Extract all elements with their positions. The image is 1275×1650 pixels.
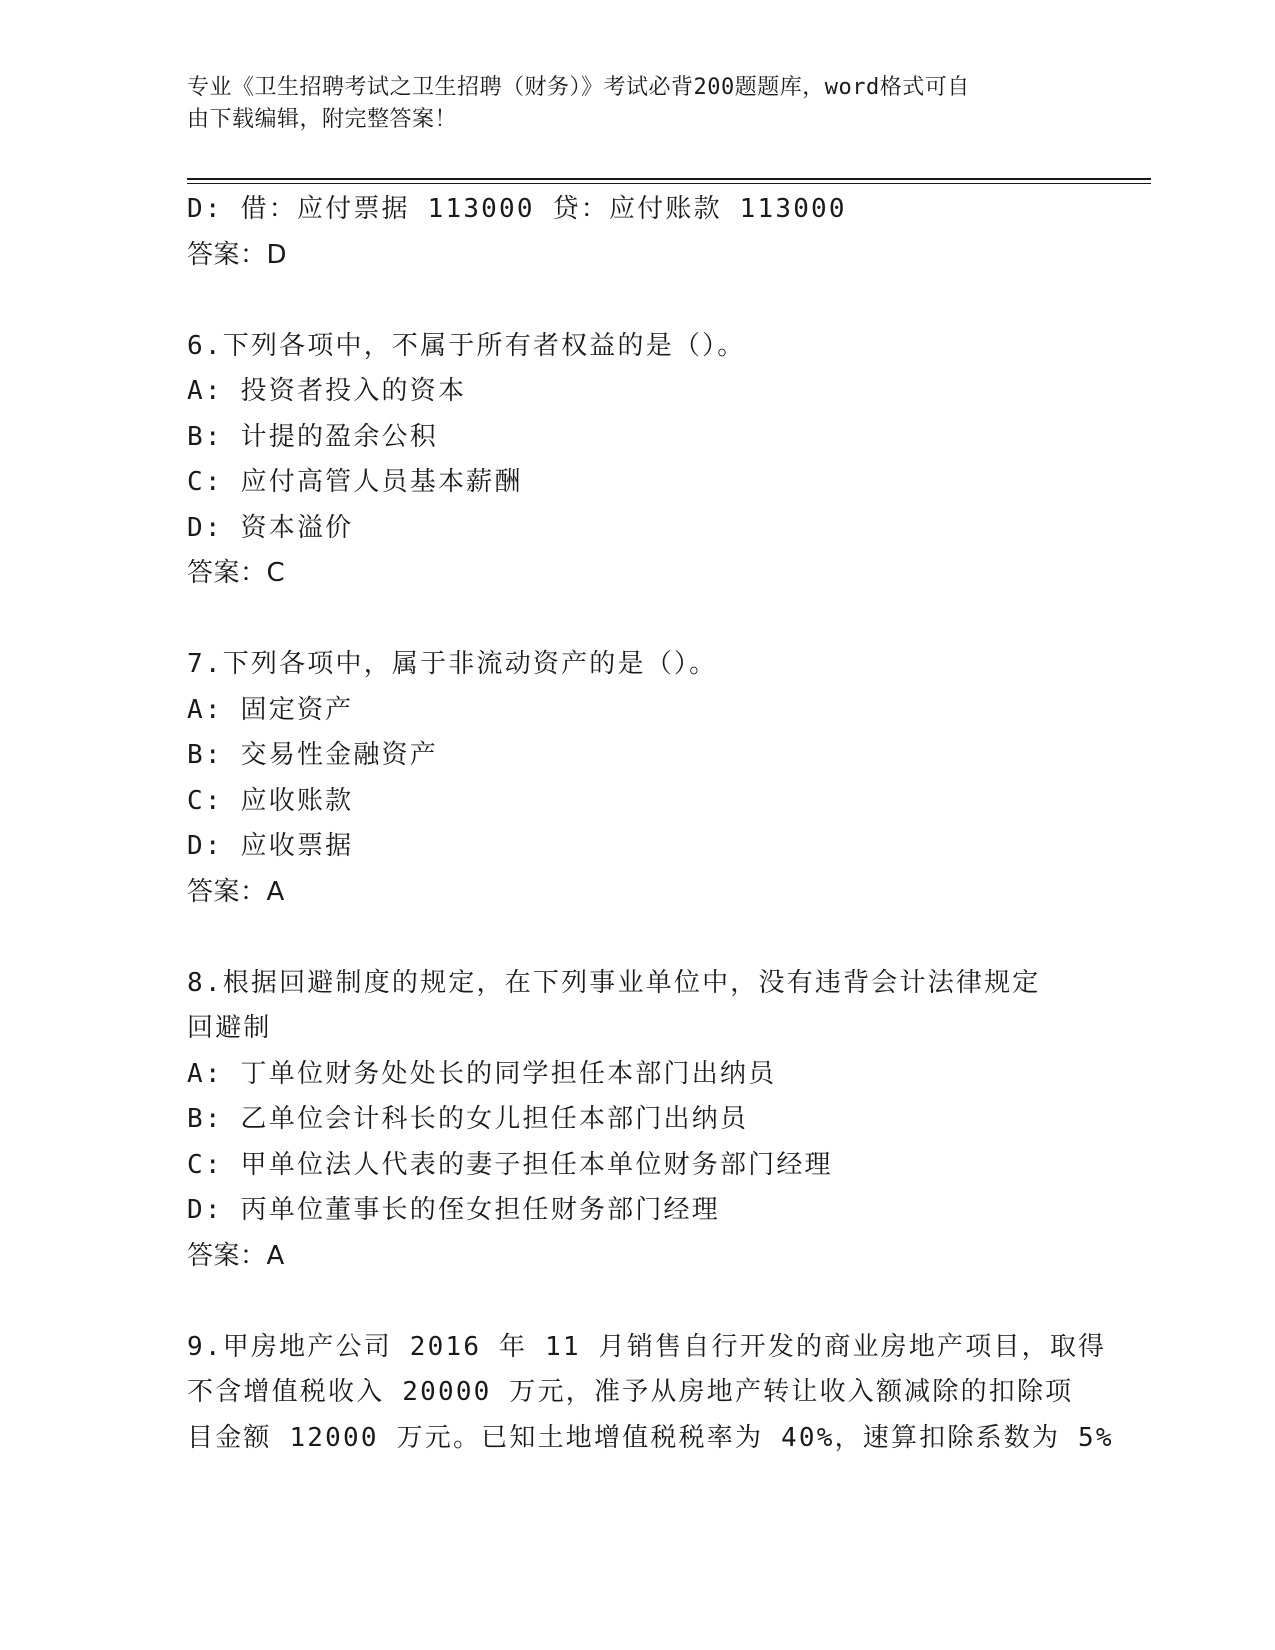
option-b: B: 乙单位会计科长的女儿担任本部门出纳员 [187,1104,749,1134]
question-stem: 6.下列各项中，不属于所有者权益的是（）。 [187,330,746,361]
option-d: D: 资本溢价 [187,512,354,543]
option-d: D: 丙单位董事长的侄女担任财务部门经理 [187,1195,720,1225]
spacer [187,597,1087,643]
option-d: D: 应收票据 [187,831,354,861]
question-stem-line-1: 8.根据回避制度的规定，在下列事业单位中，没有违背会计法律规定 [187,967,1041,998]
question-stem: 7.下列各项中，属于非流动资产的是（）。 [187,649,718,679]
question-stem-line-2: 不含增值税收入 20000 万元，准予从房地产转让收入额减除的扣除项 [187,1377,1074,1407]
answer: 答案：A [187,876,285,907]
question-6 [187,324,1087,597]
option-b: B: 交易性金融资产 [187,740,438,770]
option-d: D: 借：应付票据 113000 贷：应付账款 113000 [187,194,847,224]
answer: 答案：A [187,1240,285,1271]
spacer [187,1279,1087,1325]
question-7 [187,642,1087,915]
page-header [187,72,1067,136]
option-a: A: 投资者投入的资本 [187,376,467,406]
option-c: C: 甲单位法人代表的妻子担任本单位财务部门经理 [187,1149,833,1180]
header-divider-thin [187,183,1151,184]
spacer [187,915,1087,961]
question-stem-line-3: 目金额 12000 万元。已知土地增值税税率为 40%，速算扣除系数为 5% [187,1422,1114,1453]
question-9 [187,1325,1114,1462]
header-line-1: 专业《卫生招聘考试之卫生招聘（财务）》考试必背200题题库，word格式可自 [187,75,970,100]
option-a: A: 固定资产 [187,694,354,725]
option-b: B: 计提的盈余公积 [187,421,438,452]
question-8 [187,961,1087,1280]
option-c: C: 应付高管人员基本薪酬 [187,467,523,497]
answer: 答案：C [187,558,286,588]
question-5 [187,187,1087,278]
question-list [187,187,1114,1461]
option-c: C: 应收账款 [187,785,354,816]
option-a: A: 丁单位财务处处长的同学担任本部门出纳员 [187,1058,777,1089]
header-line-2: 由下载编辑，附完整答案！ [187,107,458,132]
answer: 答案：D [187,239,288,270]
spacer [187,278,1087,324]
question-stem-line-2: 回避制 [187,1013,272,1043]
question-stem-line-1: 9.甲房地产公司 2016 年 11 月销售自行开发的商业房地产项目，取得 [187,1331,1107,1362]
header-divider-thick [187,178,1151,180]
